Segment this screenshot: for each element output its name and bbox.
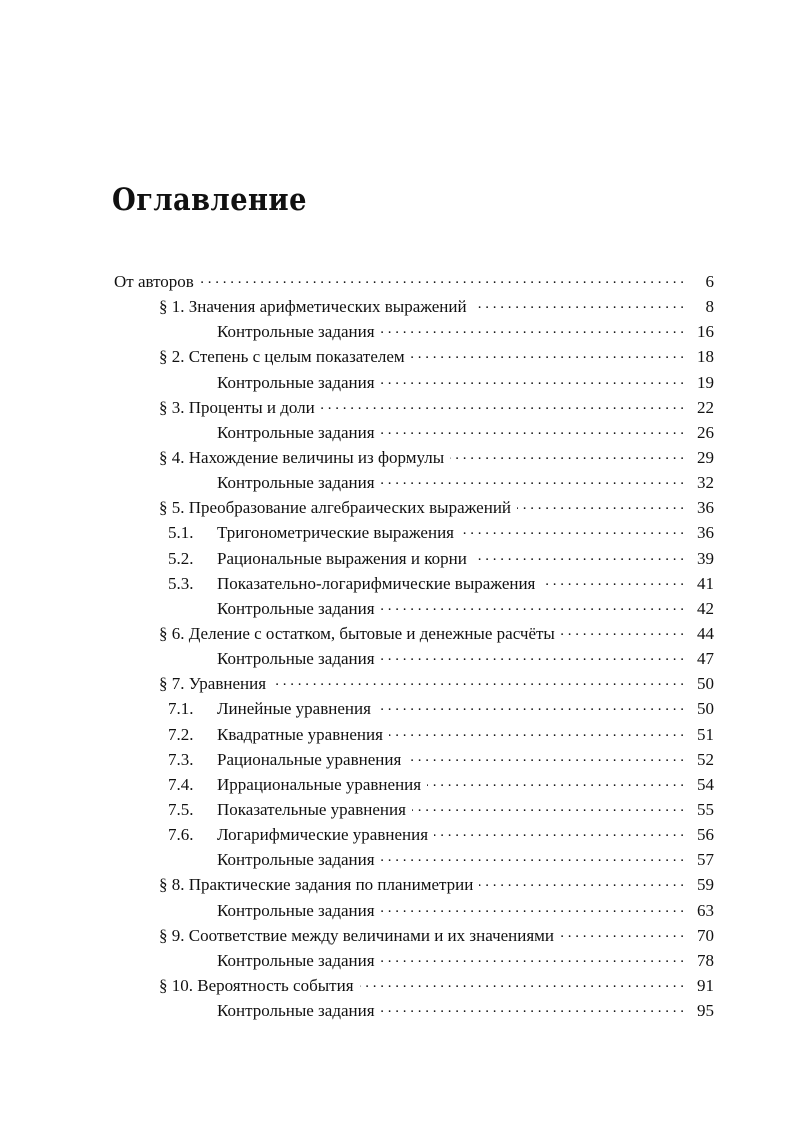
toc-entry[interactable] bbox=[114, 520, 714, 545]
toc-entry-page-number: 29 bbox=[697, 447, 714, 467]
toc-entry[interactable] bbox=[114, 722, 714, 747]
toc-entry[interactable] bbox=[114, 948, 714, 973]
dot-leader bbox=[427, 773, 684, 790]
toc-entry-title: § 7. Уравнения bbox=[159, 674, 267, 694]
toc-entry[interactable] bbox=[114, 596, 714, 621]
toc-entry[interactable] bbox=[114, 696, 714, 721]
dot-leader bbox=[381, 848, 684, 865]
toc-entry[interactable] bbox=[114, 772, 714, 797]
toc-entry-page-number: 54 bbox=[697, 774, 714, 794]
toc-entry-title: Контрольные задания bbox=[217, 422, 375, 442]
toc-entry-title: Квадратные уравнения bbox=[217, 724, 383, 744]
toc-entry-title: § 2. Степень с целым показателем bbox=[159, 347, 405, 367]
toc-entry-page-number: 19 bbox=[697, 372, 714, 392]
toc-entry-page-number: 16 bbox=[697, 322, 714, 342]
toc-entry-title: От авторов bbox=[114, 272, 194, 291]
toc-entry-number: 7.4. bbox=[168, 774, 194, 794]
dot-leader bbox=[381, 999, 684, 1016]
toc-entry-page-number: 50 bbox=[697, 674, 714, 694]
dot-leader bbox=[560, 924, 684, 941]
toc-entry-title: Контрольные задания bbox=[217, 649, 375, 669]
dot-leader bbox=[381, 371, 684, 388]
toc-entry-page-number: 36 bbox=[697, 523, 714, 543]
dot-leader bbox=[381, 899, 684, 916]
toc-entry-page-number: 8 bbox=[705, 297, 714, 317]
dot-leader bbox=[381, 949, 684, 966]
toc-entry-number: 5.2. bbox=[168, 548, 194, 568]
dot-leader bbox=[381, 320, 684, 337]
dot-leader bbox=[381, 471, 684, 488]
toc-entry-number: 5.3. bbox=[168, 573, 194, 593]
dot-leader bbox=[517, 496, 684, 513]
dot-leader bbox=[200, 270, 684, 287]
toc-entry-title: Линейные уравнения bbox=[217, 699, 371, 719]
toc-entry-page-number: 6 bbox=[705, 272, 714, 291]
toc-entry[interactable] bbox=[114, 973, 714, 998]
toc-entry-page-number: 55 bbox=[697, 799, 714, 819]
toc-entry-title: § 1. Значения арифметических выражений bbox=[159, 297, 467, 317]
dot-leader bbox=[541, 572, 684, 589]
dot-leader bbox=[381, 597, 684, 614]
toc-entry-number: 7.3. bbox=[168, 749, 194, 769]
dot-leader bbox=[411, 345, 684, 362]
toc-entry[interactable] bbox=[114, 370, 714, 395]
toc-entry[interactable] bbox=[114, 797, 714, 822]
toc-entry-title: § 10. Вероятность события bbox=[159, 975, 354, 995]
toc-entry-page-number: 78 bbox=[697, 950, 714, 970]
toc-entry[interactable] bbox=[114, 998, 714, 1023]
toc-entry[interactable] bbox=[114, 294, 714, 319]
toc-entry-title: § 9. Соответствие между величинами и их значениями bbox=[159, 925, 555, 945]
toc-entry-page-number: 22 bbox=[697, 397, 714, 417]
toc-entry-title: § 3. Проценты и доли bbox=[159, 397, 315, 417]
dot-leader bbox=[389, 723, 684, 740]
toc-entry[interactable] bbox=[114, 344, 714, 369]
toc-entry[interactable] bbox=[114, 319, 714, 344]
dot-leader bbox=[360, 974, 684, 991]
dot-leader bbox=[561, 622, 684, 639]
toc-entry-page-number: 42 bbox=[697, 598, 714, 618]
toc-entry-page-number: 18 bbox=[697, 347, 714, 367]
toc-entry-page-number: 52 bbox=[697, 749, 714, 769]
toc-entry[interactable] bbox=[114, 395, 714, 420]
page-title: Оглавление bbox=[112, 182, 307, 218]
toc-entry[interactable] bbox=[114, 923, 714, 948]
dot-leader bbox=[450, 446, 684, 463]
toc-entry-page-number: 50 bbox=[697, 699, 714, 719]
toc-entry-title: Контрольные задания bbox=[217, 372, 375, 392]
toc-entry-title: Контрольные задания bbox=[217, 322, 375, 342]
toc-entry[interactable] bbox=[114, 269, 714, 294]
toc-entry[interactable] bbox=[114, 646, 714, 671]
dot-leader bbox=[381, 421, 684, 438]
dot-leader bbox=[377, 697, 684, 714]
toc-entry-title: Иррациональные уравнения bbox=[217, 774, 422, 794]
toc-entry[interactable] bbox=[114, 847, 714, 872]
toc-entry-title: Рациональные выражения и корни bbox=[217, 548, 467, 568]
toc-entry[interactable] bbox=[114, 495, 714, 520]
dot-leader bbox=[381, 647, 684, 664]
toc-entry-title: Контрольные задания bbox=[217, 950, 375, 970]
toc-entry[interactable] bbox=[114, 822, 714, 847]
toc-entry-title: Показательные уравнения bbox=[217, 799, 406, 819]
toc-entry-page-number: 26 bbox=[697, 422, 714, 442]
toc-entry-page-number: 56 bbox=[697, 825, 714, 845]
table-of-contents bbox=[114, 269, 714, 1023]
toc-entry-title: Контрольные задания bbox=[217, 900, 375, 920]
toc-entry-title: Тригонометрические выражения bbox=[217, 523, 454, 543]
toc-entry-title: Контрольные задания bbox=[217, 850, 375, 870]
toc-entry[interactable] bbox=[114, 571, 714, 596]
toc-entry[interactable] bbox=[114, 872, 714, 897]
toc-entry-title: Показательно-логарифмические выражения bbox=[217, 573, 536, 593]
toc-entry[interactable] bbox=[114, 747, 714, 772]
toc-entry[interactable] bbox=[114, 898, 714, 923]
toc-entry-title: Контрольные задания bbox=[217, 473, 375, 493]
dot-leader bbox=[434, 823, 684, 840]
toc-entry-page-number: 47 bbox=[697, 649, 714, 669]
toc-entry-page-number: 70 bbox=[697, 925, 714, 945]
dot-leader bbox=[321, 396, 684, 413]
toc-entry[interactable] bbox=[114, 470, 714, 495]
toc-entry-number: 7.1. bbox=[168, 699, 194, 719]
dot-leader bbox=[473, 547, 684, 564]
toc-entry-page-number: 36 bbox=[697, 498, 714, 518]
toc-entry-page-number: 39 bbox=[697, 548, 714, 568]
toc-entry-title: Логарифмические уравнения bbox=[217, 825, 429, 845]
toc-entry[interactable] bbox=[114, 546, 714, 571]
toc-entry-title: § 5. Преобразование алгебраических выражений bbox=[159, 498, 512, 518]
toc-entry-number: 7.6. bbox=[168, 825, 194, 845]
toc-entry-page-number: 51 bbox=[697, 724, 714, 744]
toc-entry-page-number: 41 bbox=[697, 573, 714, 593]
toc-entry-number: 7.2. bbox=[168, 724, 194, 744]
toc-entry-number: 5.1. bbox=[168, 523, 194, 543]
dot-leader bbox=[460, 521, 684, 538]
toc-entry-page-number: 91 bbox=[697, 975, 714, 995]
dot-leader bbox=[479, 873, 684, 890]
toc-entry-page-number: 44 bbox=[697, 623, 714, 643]
dot-leader bbox=[412, 798, 684, 815]
toc-entry-page-number: 63 bbox=[697, 900, 714, 920]
toc-entry-title: Контрольные задания bbox=[217, 598, 375, 618]
toc-entry-title: § 6. Деление с остатком, бытовые и денежные расчёты bbox=[159, 623, 555, 643]
toc-entry-page-number: 95 bbox=[697, 1001, 714, 1021]
dot-leader bbox=[272, 672, 684, 689]
toc-entry-number: 7.5. bbox=[168, 799, 194, 819]
toc-entry[interactable] bbox=[114, 420, 714, 445]
toc-entry-title: § 8. Практические задания по планиметрии bbox=[159, 875, 474, 895]
toc-entry[interactable] bbox=[114, 621, 714, 646]
dot-leader bbox=[407, 748, 684, 765]
toc-entry-page-number: 32 bbox=[697, 473, 714, 493]
toc-entry[interactable] bbox=[114, 445, 714, 470]
toc-entry-title: § 4. Нахождение величины из формулы bbox=[159, 447, 445, 467]
dot-leader bbox=[473, 295, 684, 312]
toc-entry-title: Контрольные задания bbox=[217, 1001, 375, 1021]
toc-entry-page-number: 57 bbox=[697, 850, 714, 870]
toc-entry-page-number: 59 bbox=[697, 875, 714, 895]
toc-entry[interactable] bbox=[114, 671, 714, 696]
toc-entry-title: Рациональные уравнения bbox=[217, 749, 402, 769]
